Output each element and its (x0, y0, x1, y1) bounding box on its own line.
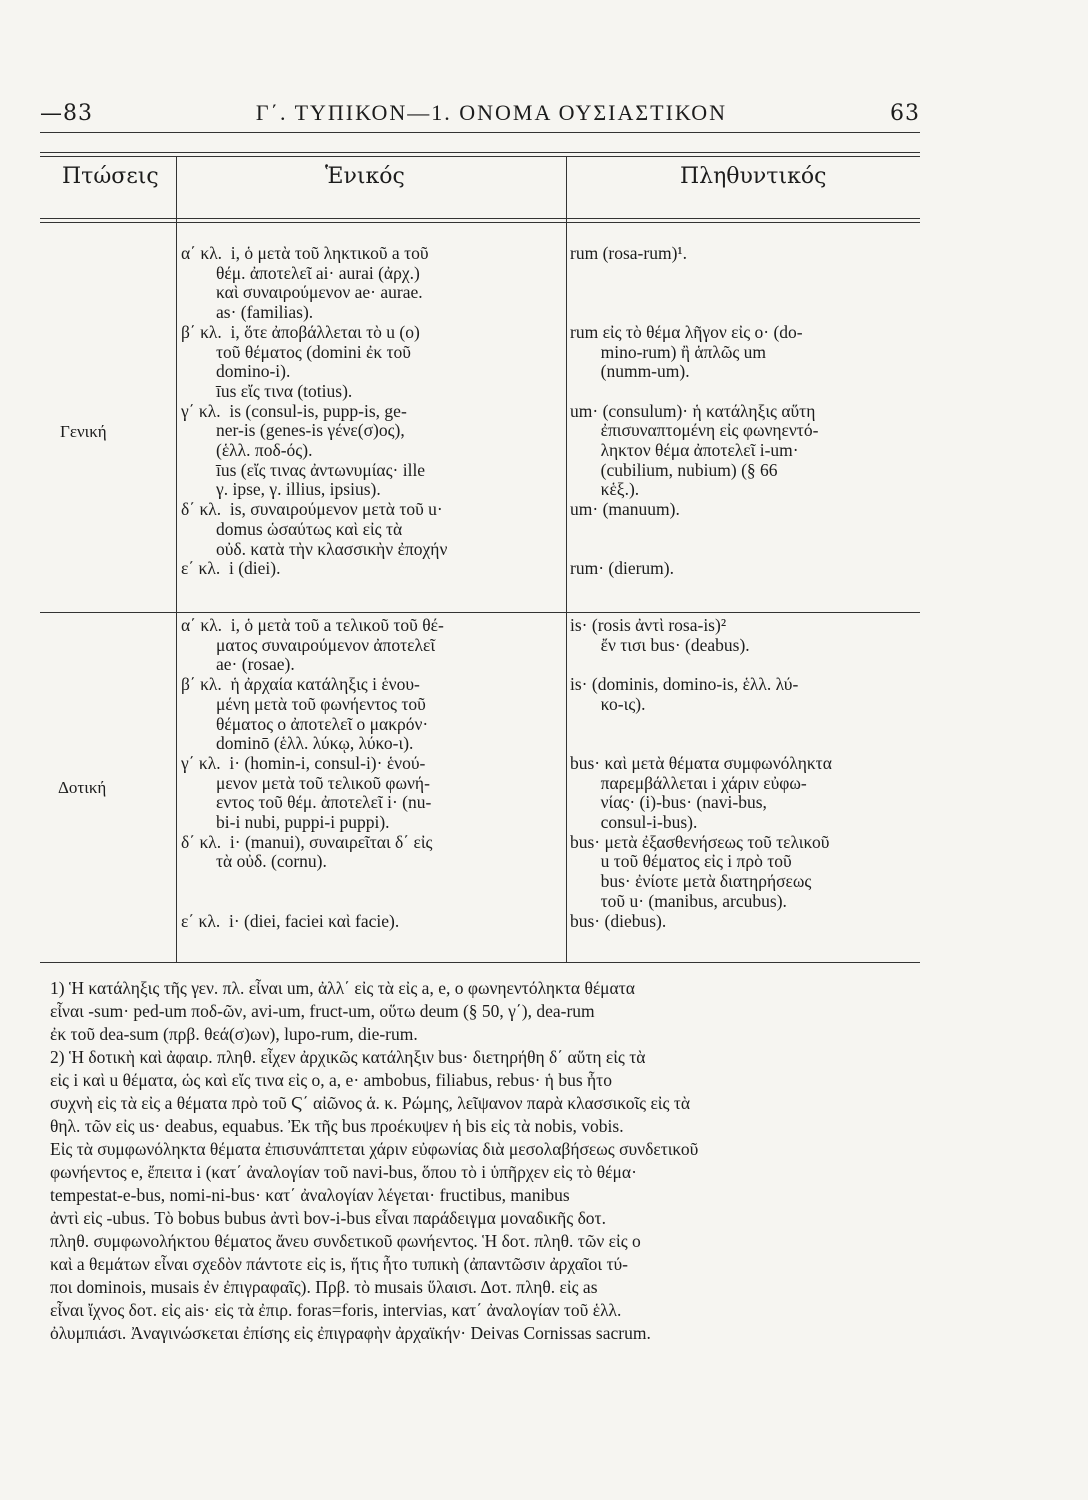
table-bottom-rule (40, 962, 920, 963)
table-line (570, 303, 818, 323)
table-line: παρεμβάλλεται i χάριν εὐφω- (570, 772, 807, 793)
footnote-line: Εἰς τὰ συμφωνόληκτα θέματα ἐπισυνάπτεται χάριν εὐφωνίας διὰ μεσολαβήσεως συνδετικοῦ (50, 1139, 699, 1159)
table-line: ner-is (genes-is γένε(σ)ος), (181, 420, 405, 441)
footnote-line: tempestat-e-bus, nomi-ni-bus· κατ΄ ἀναλογίαν λέγεται· fructibus, manibus (50, 1185, 570, 1205)
table-line: bus· ἐνίοτε μετὰ διατηρήσεως (570, 871, 812, 892)
table-line: bus· μετὰ ἐξασθενήσεως τοῦ τελικοῦ (570, 831, 830, 852)
table-line: bus· (diebus). (570, 910, 667, 931)
table-line (570, 715, 832, 735)
column-head-plural: Πληθυντικός (680, 164, 827, 189)
footnotes (50, 977, 920, 1345)
table-line: καὶ συναιρούμενον ae· aurae. (181, 282, 423, 303)
footnote-line: καὶ a θεμάτων εἶναι σχεδὸν πάντοτε εἰς is, ἥτις ἦτο τυπικὴ (ἀπαντῶσιν ἀρχαῖοι τύ- (50, 1254, 628, 1274)
table-line: κο-ις). (570, 693, 646, 714)
header-rule (40, 132, 920, 133)
case-label-dative: Δοτική (58, 778, 107, 797)
table-line: γ΄ κλ. is (consul-is, pupp-is, ge- (181, 400, 407, 421)
table-line (570, 655, 832, 675)
table-line: ληκτον θέμα ἀποτελεῖ i-um· (570, 440, 799, 461)
genitive-singular-cell (181, 244, 447, 579)
table-line (181, 872, 444, 892)
page-number: 63 (890, 100, 920, 126)
table-line (570, 283, 818, 303)
table-line: εντος τοῦ θέμ. ἀποτελεῖ i· (nu- (181, 792, 432, 813)
table-line: νίας· (i)-bus· (navi-bus, (570, 792, 767, 813)
table-line (570, 540, 818, 560)
table-line: β΄ κλ. i, ὅτε ἀποβάλλεται τὸ u (o) (181, 321, 420, 342)
table-line: τοῦ u· (manibus, arcubus). (570, 890, 787, 911)
table-line: ἔν τισι bus· (deabus). (570, 634, 750, 655)
dative-plural-cell (570, 616, 832, 931)
table-line: (numm-um). (570, 361, 690, 382)
footnote-line: εἶναι -sum· ped-um ποδ-ῶν, avi-um, fruct-um, οὕτω deum (§ 50, γ΄), dea-rum (50, 1001, 595, 1021)
table-line: α΄ κλ. i, ὁ μετὰ τοῦ a τελικοῦ τοῦ θέ- (181, 615, 444, 635)
footnote-line: ἀντὶ εἰς -ubus. Τὸ bobus bubus ἀντὶ bov-i-bus εἶναι παράδειγμα μοναδικῆς δοτ. (50, 1208, 606, 1228)
table-line: domus ὡσαύτως καὶ εἰς τὰ (181, 518, 403, 539)
table-line: domino-i). (181, 361, 291, 382)
footnote-line: εἶναι ἴχνος δοτ. εἰς ais· εἰς τὰ ἐπιρ. foras=foris, intervias, κατ΄ ἀναλογίαν τοῦ ἑλλ. (50, 1300, 622, 1320)
table-line: is· (rosis ἀντὶ rosa-is)² (570, 615, 727, 635)
table-line: is· (dominis, domino-is, ἑλλ. λύ- (570, 674, 799, 695)
case-label-genitive: Γενική (60, 422, 107, 441)
table-line: δ΄ κλ. is, συναιρούμενον μετὰ τοῦ u· (181, 499, 443, 520)
table-top-rule (40, 152, 920, 153)
footnote-line: πληθ. συμφωνολήκτου θέματος ἄνευ συνδετικοῦ φωνήεντος. Ἡ δοτ. πληθ. τῶν εἰς o (50, 1231, 641, 1251)
table-line: bi-i nubi, puppi-i puppi). (181, 812, 390, 833)
table-line: οὐδ. κατὰ τὴν κλασσικὴν ἐποχήν (181, 538, 448, 559)
footnote-line: ἐκ τοῦ dea-sum (πρβ. θεά(σ)ων), lupo-rum, die-rum. (50, 1024, 418, 1044)
dative-singular-cell (181, 616, 444, 931)
table-line: rum (rosa-rum)¹. (570, 243, 688, 263)
table-line: um· (consulum)· ἡ κατάληξις αὕτη (570, 400, 816, 421)
footnote-line: ποι dominois, musais ἐν ἐπιγραφαῖς). Πρβ. τὸ musais ὕλαισι. Δοτ. πληθ. εἰς as (50, 1277, 598, 1297)
table-top-rule-2 (40, 156, 920, 157)
table-line: ματος συναιρούμενον ἀποτελεῖ (181, 634, 436, 655)
table-line: ε΄ κλ. i (diei). (181, 558, 281, 579)
table-line: τὰ οὐδ. (cornu). (181, 851, 327, 872)
footnote-line: εἰς i καὶ u θέματα, ὡς καὶ εἴς τινα εἰς o, a, e· ambobus, filiabus, rebus· ἡ bus ἦτο (50, 1070, 612, 1090)
footnote-line: ὀλυμπιάσι. Ἀναγινώσκεται ἐπίσης εἰς ἐπιγραφὴν ἀρχαϊκήν· Deivas Cornissas sacrum. (50, 1323, 651, 1343)
table-line: γ΄ κλ. i· (homin-i, consul-i)· ἑνού- (181, 752, 426, 773)
table-line: bus· καὶ μετὰ θέματα συμφωνόληκτα (570, 752, 832, 773)
footnote-line: θηλ. τῶν εἰς us· deabus, equabus. Ἐκ τῆς bus προέκυψεν ἡ bis εἰς τὰ nobis, vobis. (50, 1116, 624, 1136)
table-line: consul-i-bus). (570, 812, 698, 833)
table-line: dominō (ἑλλ. λύκῳ, λύκο-ι). (181, 733, 414, 754)
table-line: θέμ. ἀποτελεῖ ai· aurai (ἀρχ.) (181, 262, 420, 283)
table-line: mino-rum) ἢ ἁπλῶς um (570, 341, 767, 362)
footnote-line: συχνὴ εἰς τὰ εἰς a θέματα πρὸ τοῦ Ϛ΄ αἰῶνος ἁ. κ. Ρώμης, λεῖψανον παρὰ κλασσικοῖς εἰς τὰ (50, 1093, 691, 1113)
table-line (570, 734, 832, 754)
running-header (40, 96, 920, 130)
column-divider-2 (566, 156, 567, 962)
table-line: κἑξ.). (570, 479, 640, 500)
table-line: α΄ κλ. i, ὁ μετὰ τοῦ ληκτικοῦ a τοῦ (181, 243, 429, 263)
footnote-line: 1) Ἡ κατάληξις τῆς γεν. πλ. εἶναι um, ἀλλ΄ εἰς τὰ εἰς a, e, o φωνηεντόληκτα θέματα (50, 978, 635, 998)
column-divider-1 (176, 156, 177, 962)
table-line (570, 520, 818, 540)
table-line: ae· (rosae). (181, 654, 295, 675)
table-line: γ. ipse, γ. illius, ipsius). (181, 479, 381, 500)
table-line: β΄ κλ. ἡ ἀρχαία κατάληξις i ἑνου- (181, 674, 420, 695)
case-separator-rule (40, 612, 920, 613)
section-number: —83 (40, 100, 93, 126)
table-line: δ΄ κλ. i· (manui), συναιρεῖται δ΄ εἰς (181, 831, 433, 852)
table-line (570, 264, 818, 284)
table-line: īus εἴς τινα (totius). (181, 380, 353, 401)
table-line: ἐπισυναπτομένη εἰς φωνηεντό- (570, 420, 819, 441)
footnote-line: 2) Ἡ δοτικὴ καὶ ἀφαιρ. πληθ. εἶχεν ἀρχικῶς κατάληξιν bus· διετηρήθη δ΄ αὕτη εἰς τὰ (50, 1047, 646, 1067)
table-line: θέματος o ἀποτελεῖ o μακρόν· (181, 713, 429, 734)
table-line (570, 382, 818, 402)
table-line: īus (εἴς τινας ἀντωνυμίας· ille (181, 459, 426, 480)
table-line: rum· (dierum). (570, 558, 674, 579)
table-head-rule-2 (40, 222, 920, 223)
table-head-rule (40, 218, 920, 219)
table-line: μένη μετὰ τοῦ φωνήεντος τοῦ (181, 693, 426, 714)
table-line: (cubilium, nubium) (§ 66 (570, 459, 778, 480)
column-head-cases: Πτώσεις (62, 164, 159, 189)
table-line (181, 892, 444, 912)
column-head-singular: Ἑνικός (325, 164, 405, 189)
table-line: τοῦ θέματος (domini ἐκ τοῦ (181, 341, 411, 362)
page-title: Γ΄. ΤΥΠΙΚΟΝ—1. ΟΝΟΜΑ ΟΥΣΙΑΣΤΙΚΟΝ (255, 100, 728, 125)
table-line: ε΄ κλ. i· (diei, faciei καὶ facie). (181, 910, 400, 931)
footnote-line: φωνήεντος e, ἔπειτα i (κατ΄ ἀναλογίαν τοῦ navi-bus, ὅπου τὸ i ὑπῆρχεν εἰς τὸ θέμα· (50, 1162, 637, 1182)
table-line: (ἑλλ. ποδ-ός). (181, 440, 313, 461)
genitive-plural-cell (570, 244, 818, 579)
table-line: rum εἰς τὸ θέμα λῆγον εἰς o· (do- (570, 321, 803, 342)
table-line: um· (manuum). (570, 499, 680, 520)
table-line: μενον μετὰ τοῦ τελικοῦ φωνή- (181, 772, 430, 793)
table-line: u τοῦ θέματος εἰς i πρὸ τοῦ (570, 851, 792, 872)
table-line: as· (familias). (181, 302, 314, 323)
